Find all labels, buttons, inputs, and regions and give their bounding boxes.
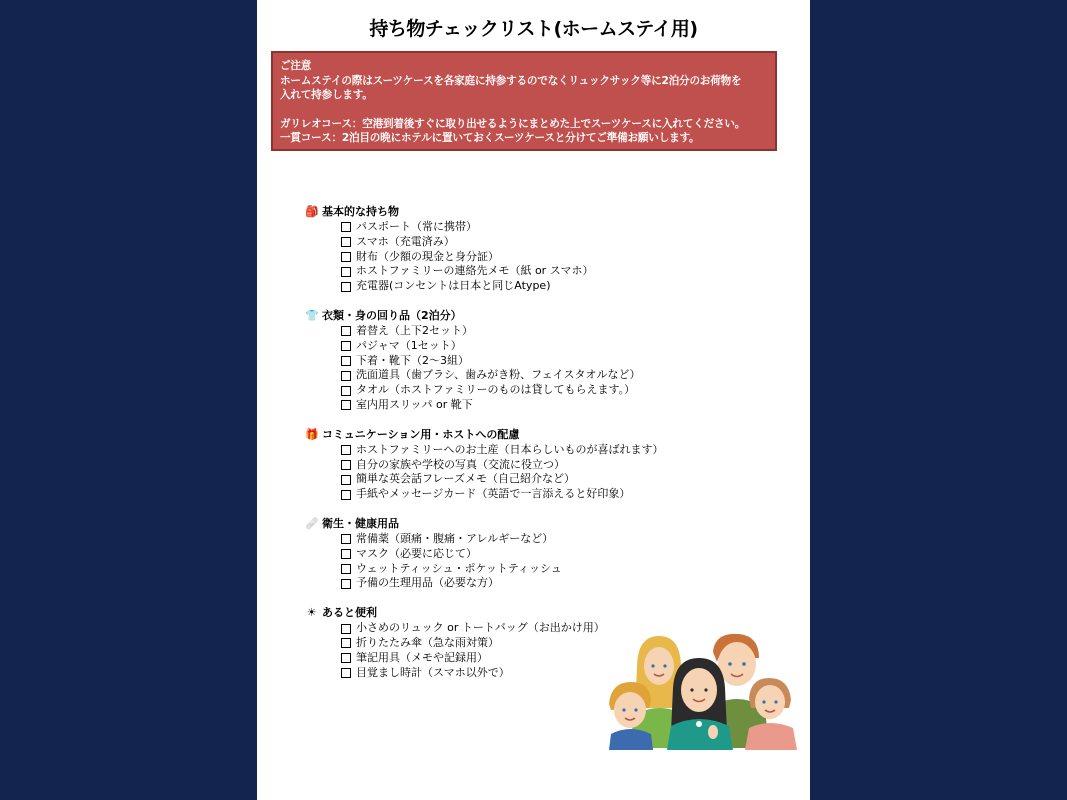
document-page (257, 0, 810, 800)
checklist-item-label: 室内用スリッパ or 靴下 (356, 397, 473, 411)
checkbox[interactable] (341, 653, 351, 663)
checkbox[interactable] (341, 252, 351, 262)
checkbox[interactable] (341, 341, 351, 351)
bandage-icon: 🩹 (305, 516, 319, 530)
checklist-item-label: 自分の家族や学校の写真（交流に役立つ） (356, 457, 565, 471)
checkbox[interactable] (341, 490, 351, 500)
checklist-item (341, 576, 765, 591)
checklist-item-label: スマホ（充電済み） (356, 234, 455, 248)
shirt-icon: 👕 (305, 308, 319, 322)
checklist-item-label: パジャマ（1セット） (356, 338, 462, 352)
checklist-item-label: 予備の生理用品（必要な方） (356, 576, 499, 590)
checklist (305, 204, 765, 694)
checklist-items (305, 532, 765, 591)
checklist-items (305, 220, 765, 294)
checklist-item (341, 264, 765, 279)
checklist-item (341, 354, 765, 369)
checklist-item-label: 下着・靴下（2〜3組） (356, 353, 469, 367)
category-section (305, 427, 765, 502)
checklist-item-label: ウェットティッシュ・ポケットティッシュ (356, 561, 562, 575)
checklist-item (341, 339, 765, 354)
checklist-item (341, 443, 765, 458)
checklist-item (341, 458, 765, 473)
checklist-item (341, 562, 765, 577)
checkbox[interactable] (341, 638, 351, 648)
checklist-item (341, 472, 765, 487)
backpack-icon: 🎒 (305, 205, 319, 218)
checklist-item (341, 220, 765, 235)
category-section (305, 516, 765, 591)
category-title: 衣類・身の回り品（2泊分） (322, 308, 462, 322)
checklist-item-label: タオル（ホストファミリーのものは貸してもらえます。） (356, 383, 636, 397)
checkbox[interactable] (341, 460, 351, 470)
notice-heading: ご注意 (280, 60, 312, 72)
notice-line: 一貫コース：2泊目の晩にホテルに置いておくスーツケースと分けてご準備お願いします。 (280, 132, 700, 145)
checkbox[interactable] (341, 282, 351, 292)
category-section (305, 308, 765, 413)
checklist-item (341, 487, 765, 502)
gift-icon: 🎁 (305, 427, 319, 441)
checklist-item-label: 簡単な英会話フレーズメモ（自己紹介など） (356, 472, 576, 486)
checkbox[interactable] (341, 668, 351, 678)
checkbox[interactable] (341, 386, 351, 396)
notice-line: ホームステイの際はスーツケースを各家庭に持参するのでなくリュックサック等に2泊分のお荷物を (280, 74, 742, 87)
checkbox[interactable] (341, 624, 351, 634)
checklist-item (341, 279, 765, 294)
category-heading (305, 427, 765, 443)
checkbox[interactable] (341, 549, 351, 559)
checklist-item-label: 常備薬（頭痛・腹痛・アレルギーなど） (356, 531, 554, 545)
checkbox[interactable] (341, 475, 351, 485)
checkbox[interactable] (341, 579, 351, 589)
checkbox[interactable] (341, 400, 351, 410)
checklist-items (305, 443, 765, 502)
checklist-item-label: 財布（少額の現金と身分証） (356, 249, 499, 263)
page-title: 持ち物チェックリスト(ホームステイ用) (369, 18, 698, 40)
checklist-item-label: 手紙やメッセージカード（英語で一言添えると好印象） (356, 487, 631, 501)
category-heading (305, 516, 765, 532)
checkbox[interactable] (341, 237, 351, 247)
checklist-item-label: マスク（必要に応じて） (356, 546, 477, 560)
category-title: 基本的な持ち物 (322, 205, 399, 218)
checkbox[interactable] (341, 534, 351, 544)
checklist-items (305, 324, 765, 413)
notice-line: 入れて持参します。 (280, 89, 373, 102)
checklist-item-label: 充電器(コンセントは日本と同じAtype) (356, 279, 551, 293)
checklist-item (341, 250, 765, 265)
category-title: コミュニケーション用・ホストへの配慮 (322, 427, 520, 441)
checklist-item-label: 筆記用具（メモや記録用） (356, 650, 488, 664)
checklist-item (341, 383, 765, 398)
family-illustration (609, 628, 804, 750)
checkbox[interactable] (341, 371, 351, 381)
checklist-item-label: ホストファミリーの連絡先メモ（紙 or スマホ） (356, 264, 594, 278)
checklist-item-label: ホストファミリーへのお土産（日本らしいものが喜ばれます） (356, 442, 664, 456)
category-title: あると便利 (322, 606, 377, 620)
checklist-item (341, 532, 765, 547)
checklist-item-label: 折りたたみ傘（急な雨対策） (356, 635, 499, 649)
checklist-item (341, 398, 765, 413)
checklist-item-label: 着替え（上下2セット） (356, 323, 473, 337)
checklist-item-label: 洗面道具（歯ブラシ、歯みがき粉、フェイスタオルなど） (356, 368, 641, 382)
category-section (305, 204, 765, 294)
sun-icon: ☀ (306, 606, 317, 620)
checkbox[interactable] (341, 222, 351, 232)
category-heading (305, 204, 765, 220)
category-title: 衛生・健康用品 (322, 516, 399, 530)
category-heading (305, 308, 765, 324)
checkbox[interactable] (341, 445, 351, 455)
notice-box (271, 51, 777, 151)
checklist-item (341, 324, 765, 339)
checkbox[interactable] (341, 326, 351, 336)
checkbox[interactable] (341, 564, 351, 574)
notice-line: ガリレオコース：空港到着後すぐに取り出せるようにまとめた上でスーツケースに入れてください。 (280, 117, 746, 130)
checkbox[interactable] (341, 267, 351, 277)
category-heading (305, 605, 765, 621)
checklist-item (341, 368, 765, 383)
checklist-item-label: パスポート（常に携帯） (356, 220, 477, 233)
checklist-item (341, 547, 765, 562)
checklist-item (341, 235, 765, 250)
checkbox[interactable] (341, 356, 351, 366)
checklist-item-label: 小さめのリュック or トートバッグ（お出かけ用） (356, 621, 605, 635)
checklist-item-label: 目覚まし時計（スマホ以外で） (356, 665, 510, 679)
